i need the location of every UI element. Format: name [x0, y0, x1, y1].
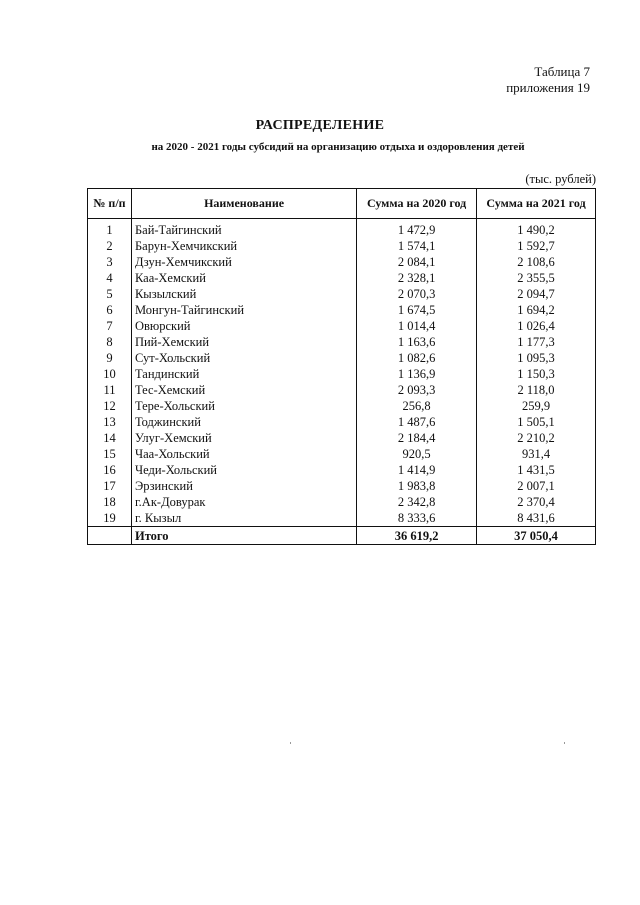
table-row — [88, 286, 596, 302]
units-label: (тыс. рублей) — [525, 172, 596, 186]
row-number: 1 — [88, 219, 132, 239]
appendix-number: приложения 19 — [506, 80, 590, 95]
table-row — [88, 430, 596, 446]
total-number-cell — [88, 527, 132, 545]
row-2021-value: 2 355,5 — [477, 270, 596, 286]
row-2021-value: 259,9 — [477, 398, 596, 414]
row-number: 7 — [88, 318, 132, 334]
total-label: Итого — [131, 527, 356, 545]
table-row — [88, 350, 596, 366]
table-number: Таблица 7 — [534, 64, 590, 79]
table-row — [88, 219, 596, 239]
row-name: Эрзинский — [131, 478, 356, 494]
row-2020-value: 1 082,6 — [357, 350, 477, 366]
row-2020-value: 2 084,1 — [357, 254, 477, 270]
table-row — [88, 446, 596, 462]
row-name: Монгун-Тайгинский — [131, 302, 356, 318]
row-number: 17 — [88, 478, 132, 494]
scan-speck — [290, 742, 291, 744]
column-header-2021: Сумма на 2021 год — [477, 189, 596, 219]
row-2021-value: 2 094,7 — [477, 286, 596, 302]
row-2020-value: 2 342,8 — [357, 494, 477, 510]
document-subtitle: на 2020 - 2021 годы субсидий на организацию отдыха и оздоровления детей — [151, 141, 525, 153]
table-body — [88, 219, 596, 545]
table-header-row — [88, 189, 596, 219]
table-row — [88, 398, 596, 414]
row-name: Тере-Хольский — [131, 398, 356, 414]
row-2020-value: 2 070,3 — [357, 286, 477, 302]
row-name: Сут-Хольский — [131, 350, 356, 366]
row-number: 2 — [88, 238, 132, 254]
row-2020-value: 920,5 — [357, 446, 477, 462]
row-2020-value: 8 333,6 — [357, 510, 477, 527]
row-2021-value: 1 490,2 — [477, 219, 596, 239]
row-2021-value: 1 431,5 — [477, 462, 596, 478]
row-name: г. Кызыл — [131, 510, 356, 527]
table-row — [88, 494, 596, 510]
row-number: 16 — [88, 462, 132, 478]
row-2020-value: 1 014,4 — [357, 318, 477, 334]
row-number: 12 — [88, 398, 132, 414]
row-name: Тес-Хемский — [131, 382, 356, 398]
row-number: 9 — [88, 350, 132, 366]
row-2021-value: 1 026,4 — [477, 318, 596, 334]
subsidy-table — [87, 188, 596, 545]
row-number: 14 — [88, 430, 132, 446]
total-row — [88, 527, 596, 545]
row-number: 8 — [88, 334, 132, 350]
row-name: Пий-Хемский — [131, 334, 356, 350]
row-number: 18 — [88, 494, 132, 510]
row-2021-value: 2 210,2 — [477, 430, 596, 446]
column-header-number: № п/п — [88, 189, 132, 219]
row-2021-value: 2 370,4 — [477, 494, 596, 510]
table-row — [88, 334, 596, 350]
total-2021: 37 050,4 — [477, 527, 596, 545]
row-2020-value: 1 136,9 — [357, 366, 477, 382]
table-row — [88, 462, 596, 478]
table-row — [88, 478, 596, 494]
row-2020-value: 256,8 — [357, 398, 477, 414]
row-2021-value: 2 118,0 — [477, 382, 596, 398]
row-2021-value: 1 177,3 — [477, 334, 596, 350]
row-2021-value: 8 431,6 — [477, 510, 596, 527]
row-2021-value: 2 108,6 — [477, 254, 596, 270]
row-2021-value: 931,4 — [477, 446, 596, 462]
row-number: 19 — [88, 510, 132, 527]
row-name: Тандинский — [131, 366, 356, 382]
row-2021-value: 2 007,1 — [477, 478, 596, 494]
row-name: г.Ак-Довурак — [131, 494, 356, 510]
row-2020-value: 1 674,5 — [357, 302, 477, 318]
total-2020: 36 619,2 — [357, 527, 477, 545]
row-2021-value: 1 505,1 — [477, 414, 596, 430]
row-2021-value: 1 694,2 — [477, 302, 596, 318]
row-number: 10 — [88, 366, 132, 382]
table-reference — [506, 64, 590, 96]
row-number: 11 — [88, 382, 132, 398]
document-title: РАСПРЕДЕЛЕНИЕ — [255, 118, 385, 133]
table-row — [88, 238, 596, 254]
row-2020-value: 1 574,1 — [357, 238, 477, 254]
row-number: 4 — [88, 270, 132, 286]
row-2020-value: 1 472,9 — [357, 219, 477, 239]
row-number: 13 — [88, 414, 132, 430]
table-row — [88, 318, 596, 334]
table-row — [88, 366, 596, 382]
row-2020-value: 1 414,9 — [357, 462, 477, 478]
row-name: Кызылский — [131, 286, 356, 302]
row-name: Тоджинский — [131, 414, 356, 430]
row-number: 3 — [88, 254, 132, 270]
row-name: Бай-Тайгинский — [131, 219, 356, 239]
row-number: 15 — [88, 446, 132, 462]
row-2020-value: 1 983,8 — [357, 478, 477, 494]
column-header-2020: Сумма на 2020 год — [357, 189, 477, 219]
row-name: Чаа-Хольский — [131, 446, 356, 462]
table-row — [88, 302, 596, 318]
table-row — [88, 270, 596, 286]
row-2021-value: 1 095,3 — [477, 350, 596, 366]
table-row — [88, 414, 596, 430]
row-2020-value: 2 328,1 — [357, 270, 477, 286]
row-2020-value: 2 184,4 — [357, 430, 477, 446]
row-2020-value: 2 093,3 — [357, 382, 477, 398]
table-row — [88, 510, 596, 527]
row-name: Чеди-Хольский — [131, 462, 356, 478]
row-2021-value: 1 150,3 — [477, 366, 596, 382]
row-name: Каа-Хемский — [131, 270, 356, 286]
row-name: Овюрский — [131, 318, 356, 334]
row-2021-value: 1 592,7 — [477, 238, 596, 254]
column-header-name: Наименование — [131, 189, 356, 219]
row-name: Улуг-Хемский — [131, 430, 356, 446]
row-2020-value: 1 163,6 — [357, 334, 477, 350]
table-row — [88, 382, 596, 398]
row-name: Барун-Хемчикский — [131, 238, 356, 254]
row-2020-value: 1 487,6 — [357, 414, 477, 430]
row-name: Дзун-Хемчикский — [131, 254, 356, 270]
scan-speck — [564, 742, 565, 744]
row-number: 6 — [88, 302, 132, 318]
table-row — [88, 254, 596, 270]
row-number: 5 — [88, 286, 132, 302]
